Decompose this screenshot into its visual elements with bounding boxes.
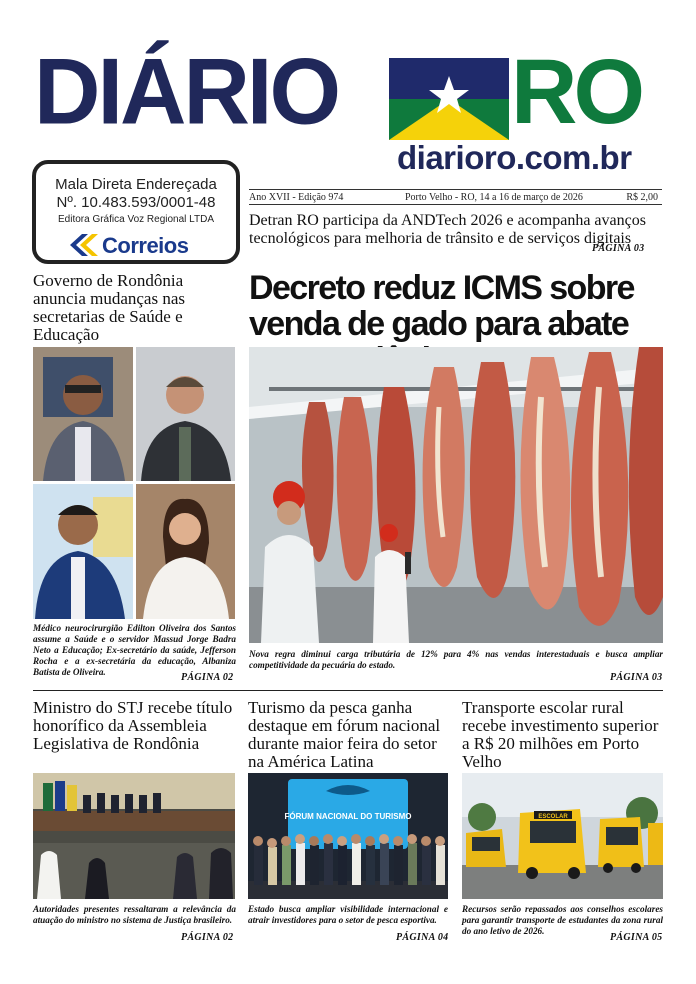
site-url[interactable]: diarioro.com.br: [397, 139, 632, 176]
main-page-ref: PÁGINA 03: [610, 672, 663, 683]
health-page-ref: PÁGINA 02: [181, 672, 234, 683]
transport-caption: Recursos serão repassados aos conselhos escolares para garantir transporte de estudantes da zona rural do ano letivo de 2026.: [462, 904, 663, 936]
edition-number: Ano XVII - Edição 974: [249, 192, 344, 203]
correios-logo-icon: [66, 232, 102, 258]
masthead-title-suffix: RO: [511, 41, 641, 143]
rondonia-flag-icon: [389, 58, 509, 140]
bus-sign: ESCOLAR: [538, 814, 568, 820]
stj-headline[interactable]: Ministro do STJ recebe título honorífico da Assembleia Legislativa de Rondônia: [33, 698, 233, 753]
tourism-photo-forum: [248, 773, 448, 899]
mail-permit-box: [32, 160, 240, 264]
forum-banner-text: FÓRUM NACIONAL DO TURISMO: [284, 812, 412, 821]
transport-photo-buses: [462, 773, 663, 899]
stj-caption: Autoridades presentes ressaltaram a relevância da atuação do ministro no sistema de Justiça brasileiro.: [33, 904, 236, 925]
tourism-page-ref: PÁGINA 04: [396, 932, 449, 943]
main-photo-slaughterhouse: [249, 347, 663, 643]
transport-headline[interactable]: Transporte escolar rural recebe investimento superior a R$ 20 milhões em Porto Velho: [462, 698, 659, 771]
main-headline[interactable]: Decreto reduz ICMS sobre venda de gado para abate: [249, 269, 634, 343]
mail-permit-line2: Nº. 10.483.593/0001-48: [56, 194, 216, 211]
transport-page-ref: PÁGINA 05: [610, 932, 663, 943]
mail-permit-line1: Mala Direta Endereçada: [55, 176, 217, 193]
stj-photo-assembly: [33, 773, 235, 899]
edition-date: Porto Velho - RO, 14 a 16 de março de 2026: [405, 192, 583, 203]
stj-page-ref: PÁGINA 02: [181, 932, 234, 943]
masthead-title: DIÁRIO: [34, 39, 338, 145]
mail-permit-line3: Editora Gráfica Voz Regional LTDA: [57, 214, 214, 225]
health-headline[interactable]: Governo de Rondônia anuncia mudanças nas secretarias de Saúde e Educação: [33, 271, 185, 344]
detran-headline[interactable]: Detran RO participa da ANDTech 2026 e acompanha avanços tecnológicos para melhoria de trânsito e de serviços digitais: [249, 212, 646, 247]
health-caption: Médico neurocirurgião Edilton Oliveira dos Santos assume a Saúde e o servidor Massud Jorge Badra Neto a Educação; Ex-secretário da saúde, Jefferson Rocha e a ex-secretária da educação, Albaniza Batista de Oliveira.: [33, 623, 236, 677]
section-divider: [33, 690, 663, 691]
edition-price: R$ 2,00: [626, 192, 658, 203]
detran-page-ref: PÁGINA 03: [592, 243, 645, 254]
main-caption: Nova regra diminui carga tributária de 12% para 4% nas vendas interestaduais e busca ampliar competitividade da pecuária do estado.: [249, 649, 663, 670]
tourism-headline[interactable]: Turismo da pesca ganha destaque em fórum nacional durante maior feira do setor na América Latina: [248, 698, 441, 771]
edition-strip: [249, 189, 662, 205]
tourism-caption: Estado busca ampliar visibilidade internacional e atrair investidores para o setor de pesca esportiva.: [248, 904, 448, 925]
health-photo-grid: [33, 347, 235, 619]
correios-brand: Correios: [102, 233, 189, 258]
